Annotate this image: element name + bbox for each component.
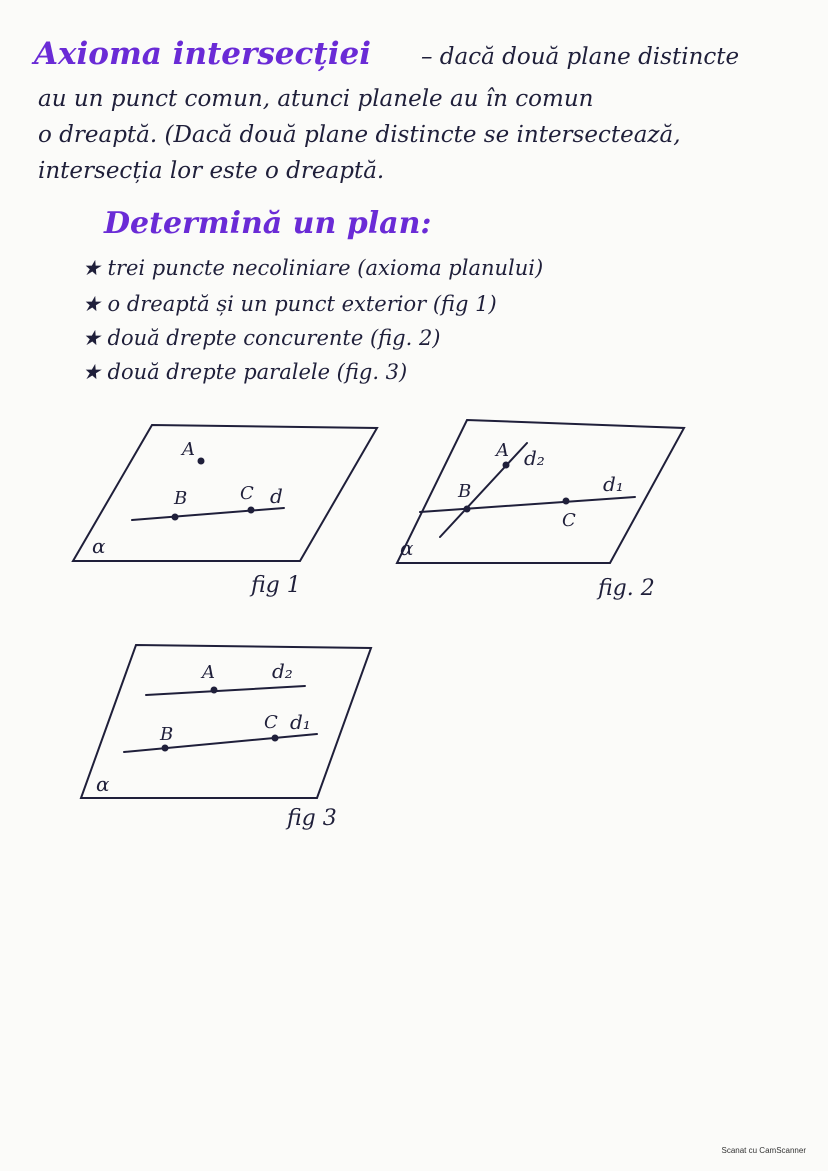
fig3-plane [81, 645, 371, 798]
definition-line4: intersecția lor este o dreaptă. [38, 158, 385, 184]
fig3-label-alpha: α [96, 772, 110, 796]
fig1-label-a: A [182, 439, 195, 460]
scanner-footer: Scanat cu CamScanner [721, 1146, 806, 1155]
fig2-label-a: A [496, 440, 509, 461]
fig1-line-d [132, 508, 284, 520]
bullet-item: ★ două drepte paralele (fig. 3) [82, 360, 408, 384]
fig3-label-b: B [160, 724, 174, 745]
fig2-label-b: B [458, 481, 472, 502]
fig3-label-a: A [202, 662, 215, 683]
fig2-label-d2: d₂ [524, 446, 545, 470]
fig1-label-d: d [270, 484, 283, 508]
fig1-point-b [172, 514, 179, 521]
fig3-line-d1 [124, 734, 317, 752]
fig2-line-d2 [440, 443, 527, 537]
fig3-line-d2 [146, 686, 305, 695]
fig2-point-a [503, 462, 510, 469]
fig3-point-c [272, 735, 279, 742]
fig2-line-d1 [420, 497, 635, 512]
definition-line2: au un punct comun, atunci planele au în comun [38, 86, 594, 112]
fig1-point-c [248, 507, 255, 514]
bullet-item: ★ trei puncte necoliniare (axioma planului) [82, 256, 544, 280]
bullet-item: ★ o dreaptă și un punct exterior (fig 1) [82, 292, 497, 316]
fig3-caption: fig 3 [287, 806, 337, 831]
fig2-point-b [464, 506, 471, 513]
fig3-label-d2: d₂ [272, 659, 293, 683]
fig2-caption: fig. 2 [598, 576, 655, 601]
fig1-label-alpha: α [92, 534, 106, 558]
fig1-label-c: C [240, 483, 254, 504]
fig1-plane [73, 425, 377, 561]
fig1-caption: fig 1 [251, 573, 301, 598]
fig3-point-b [162, 745, 169, 752]
fig2-plane [397, 420, 684, 563]
fig3-label-c: C [264, 712, 278, 733]
section-heading: Determină un plan: [104, 206, 432, 241]
fig3-point-a [211, 687, 218, 694]
fig1-point-a [198, 458, 205, 465]
definition-line3: o dreaptă. (Dacă două plane distincte se intersectează, [38, 122, 681, 148]
definition-line1-rest: – dacă două plane distincte [421, 44, 740, 70]
fig2-label-alpha: α [400, 536, 414, 560]
fig2-point-c [563, 498, 570, 505]
fig2-label-d1: d₁ [603, 472, 624, 496]
bullet-item: ★ două drepte concurente (fig. 2) [82, 326, 441, 350]
definition-title: Axioma intersecției [34, 36, 372, 72]
fig1-label-b: B [174, 488, 188, 509]
fig3-label-d1: d₁ [290, 710, 311, 734]
fig2-label-c: C [562, 510, 576, 531]
